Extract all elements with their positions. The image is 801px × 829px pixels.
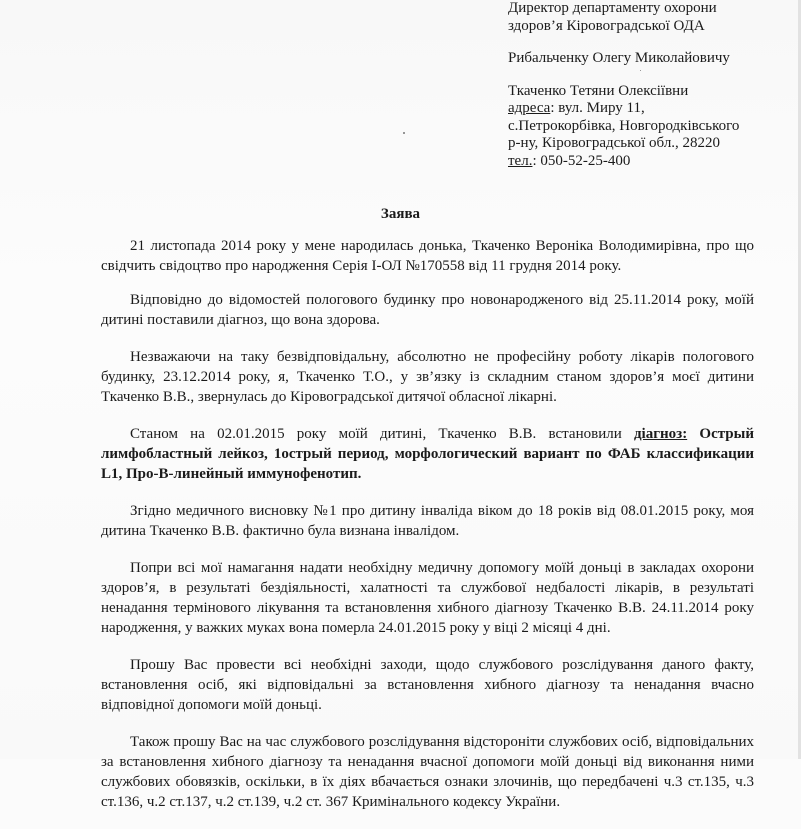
addressee-gap <box>508 35 778 50</box>
sender-phone-line <box>508 153 778 171</box>
paragraph-disability: Згідно медичного висновку №1 про дитину інваліда віком до 18 років від 08.01.2015 року, моя дитина Ткаченко В.В. фактично була визнана інвалідом. <box>101 503 754 539</box>
diagnosis-value: Острый лимфобластный лейкоз, 1острый период, морфологический вариант по ФАБ классификации L1, Про-В-линейный иммунофенотип. <box>101 426 754 482</box>
diagnosis-label: діагноз: <box>633 426 688 442</box>
paragraph-maternity-report: Відповідно до відомостей пологового будинку про новонародженого від 25.11.2014 року, моїй дитині поставили діагноз, що вона здорова. <box>101 292 754 328</box>
address-label: адреса <box>508 100 551 116</box>
paragraph-death: Попри всі мої намагання надати необхідну медичну допомогу моїй доньці в закладах охорони здоров’я, в результаті бездіяльності, халатності та службової недбалості лікарів, в результаті ненадання термінового лікування та встановлення хибного діагнозу Ткаченко В.В. 24.11.2014 року народження, у важких муках вона померла 24.01.2015 року у віці 2 місяці 4 дні. <box>101 560 754 636</box>
addressee-block <box>508 0 778 170</box>
phone-value: : 050-52-25-400 <box>532 152 631 169</box>
sender-name: Ткаченко Тетяни Олексіївни <box>508 82 689 99</box>
diagnosis-lead: Станом на 02.01.2015 року моїй дитині, Ткаченко В.В. встановили <box>130 426 634 442</box>
phone-label: тел. <box>508 152 533 169</box>
scan-speck <box>640 70 641 71</box>
address-value: : вул. Миру 11, <box>550 100 645 116</box>
statement-body <box>101 236 754 829</box>
scan-speck <box>403 132 405 134</box>
addressee-department-line: здоров’я Кіровоградської ОДА <box>508 17 705 34</box>
paragraph-hospital-visit: Незважаючи на таку безвідповідальну, абсолютно не професійну роботу лікарів пологового будинку, 23.12.2014 року, я, Ткаченко Т.О., у зв’язку із складним станом здоров’я моєї дитини Ткаченко В.В., звернулась до Кіровоградської дитячої обласної лікарні. <box>101 349 754 405</box>
paragraph-diagnosis <box>101 424 754 484</box>
addressee-name: Рибальченку Олегу Миколайовичу <box>508 50 730 66</box>
sender-region-line: р-ну, Кіровоградської обл., 28220 <box>508 135 721 151</box>
addressee-position-line: Директор департаменту охорони <box>508 0 717 16</box>
document-title: Заява <box>380 206 421 222</box>
sender-village-line: с.Петрокорбівка, Новгородківського <box>508 117 740 134</box>
sender-address-line <box>508 100 778 118</box>
addressee-gap <box>508 68 778 83</box>
paragraph-investigation-request: Прошу Вас провести всі необхідні заходи, щодо службового розслідування даного факту, встановлення осіб, які відповідальні за встановлення хибного діагнозу та ненадання вчасно відповідної допомоги моїй доньці. <box>101 657 754 713</box>
paragraph-birth: 21 листопада 2014 року у мене народилась донька, Ткаченко Вероніка Володимирівна, про що свідчить свідоцтво про народження Серія І-ОЛ №170558 від 11 грудня 2014 року. <box>101 238 754 274</box>
paragraph-suspension-request: Також прошу Вас на час службового розслідування відстороніти службових осіб, відповідальних за встановлення хибного діагнозу та ненадання вчасної допомоги моїй доньці від виконання ними службових обовязків, оскільки, в їх діях вбачається ознаки злочинів, що передбачені ч.3 ст.135, ч.3 ст.136, ч.2 ст.137, ч.2 ст.139, ч.2 ст. 367 Кримінального кодексу України. <box>101 734 754 810</box>
